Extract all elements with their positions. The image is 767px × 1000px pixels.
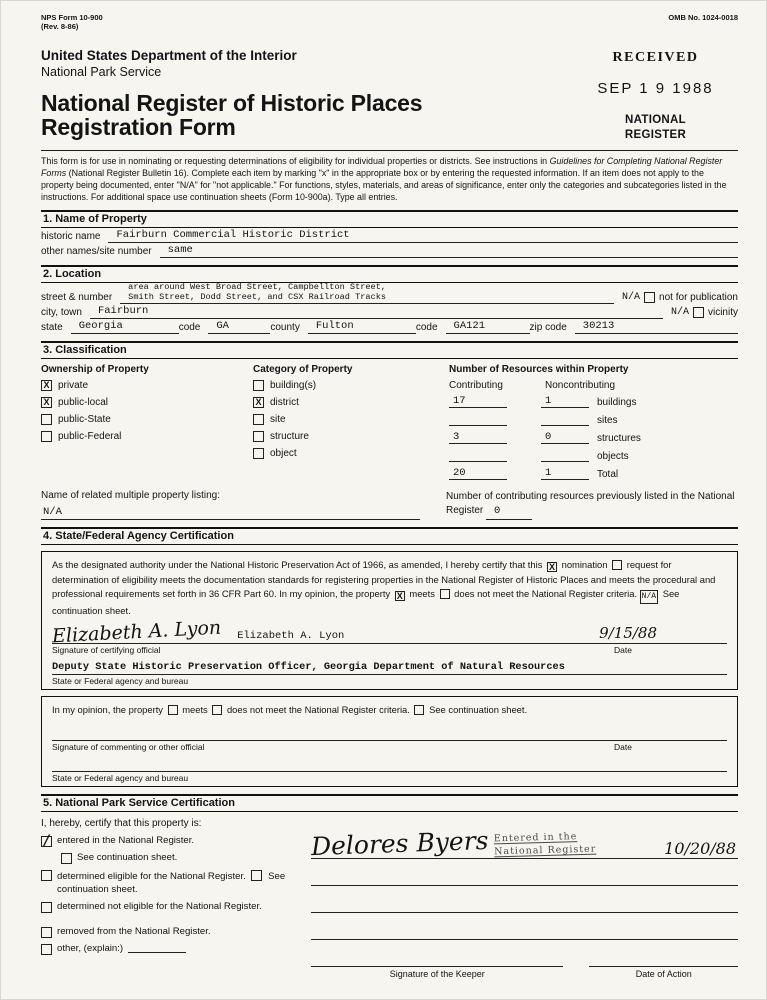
contributing-sites[interactable]: [449, 413, 507, 426]
date-stamp: SEP 1 9 1988: [597, 79, 714, 97]
resources-label: buildings: [597, 397, 637, 409]
section1-heading: 1. Name of Property: [41, 210, 738, 228]
contributing-header: Contributing: [449, 380, 503, 392]
checkbox-public-state[interactable]: [41, 414, 52, 425]
checkbox-public-federal[interactable]: [41, 431, 52, 442]
category-column: [253, 364, 449, 485]
not-for-publication-label: not for publication: [659, 292, 738, 304]
option-determined-eligible[interactable]: [41, 869, 295, 897]
form-instructions: This form is for use in nominating or requesting determinations of eligibility for individual properties or districts. See instructions in Guidelines for Completing National Register Forms (National Register Bulletin 16). Complete each item by marking "x" in the appropriate box or by entering the requested information. If an item does not apply to the property being documented, enter "N/A" for "not applicable." For functions, styles, materials, and areas of significance, enter only the categories and subcategories listed in the instructions. For additional space use continuation sheets (Form 10-900a). Type all entries.: [41, 155, 727, 202]
contributing-buildings[interactable]: 17: [449, 395, 507, 408]
header-divider: [41, 150, 738, 151]
keeper-label: Signature of the Keeper: [389, 968, 485, 979]
ownership-option-public-state: [41, 414, 253, 425]
category-option-site: [253, 414, 449, 425]
vicinity-group: [663, 307, 738, 319]
certifying-signature-line[interactable]: [51, 616, 727, 648]
state-code-value[interactable]: GA: [208, 320, 270, 334]
previously-listed-label: Number of contributing resources previously listed in the National Register: [446, 491, 735, 517]
checkbox-object[interactable]: [253, 448, 264, 459]
ownership-option-private: [41, 380, 253, 391]
commenting-agency-line[interactable]: [52, 752, 727, 772]
keeper-signature-blank[interactable]: [311, 940, 563, 967]
commenting-certification-text: In my opinion, the property meets does not meet the National Register criteria. See continuation sheet.: [52, 703, 528, 715]
option-other[interactable]: [41, 943, 295, 956]
street-row: [41, 283, 738, 305]
previously-listed-block: [446, 490, 738, 520]
certifying-official-box: [41, 551, 738, 689]
resources-column: [449, 364, 738, 485]
county-code-label: code: [415, 322, 438, 334]
classification-columns: [41, 364, 738, 485]
county-value[interactable]: Fulton: [308, 320, 416, 334]
option-determined-not-eligible[interactable]: [41, 901, 295, 914]
option-entered-continuation[interactable]: [61, 852, 295, 865]
comment-continuation-checkbox[interactable]: [414, 705, 424, 715]
checkbox-private[interactable]: X: [41, 380, 52, 391]
checkbox-determined-eligible[interactable]: [41, 870, 52, 881]
option-entered[interactable]: [41, 832, 295, 849]
checkbox-other[interactable]: [41, 944, 52, 955]
form-revision: (Rev. 8-86): [41, 22, 79, 32]
other-explain-line[interactable]: [128, 943, 186, 953]
date-of-action-blank[interactable]: [589, 940, 738, 967]
city-row: [41, 304, 738, 319]
resources-label: Total: [597, 469, 619, 481]
contributing-structures[interactable]: 3: [449, 431, 507, 444]
city-value[interactable]: Fairburn: [90, 305, 663, 319]
section5-heading: 5. National Park Service Certification: [41, 794, 738, 812]
checkbox-entered[interactable]: /: [41, 836, 52, 847]
certifying-signature-handwriting: Elizabeth A. Lyon: [51, 616, 222, 648]
nps-certification-options: [41, 815, 295, 979]
form-header: [41, 48, 738, 143]
state-label: state: [41, 322, 63, 334]
state-row: [41, 319, 738, 334]
ownership-column: [41, 364, 253, 485]
not-for-publication-na: N/A: [622, 292, 641, 304]
multiple-listing-label: Name of related multiple property listing:: [41, 490, 220, 502]
certifying-official-title[interactable]: Deputy State Historic Preservation Officer, Georgia Department of Natural Resources: [52, 661, 727, 675]
commenting-official-label: Signature of commenting or other official: [52, 741, 205, 752]
contributing-total[interactable]: 20: [449, 467, 507, 480]
resources-title: Number of Resources within Property: [449, 364, 629, 376]
checkbox-buildings[interactable]: [253, 380, 264, 391]
zip-value[interactable]: 30213: [575, 320, 738, 334]
noncontributing-structures[interactable]: 0: [541, 431, 589, 444]
keeper-signature-area: [295, 815, 738, 979]
county-label: county: [270, 322, 300, 334]
checkbox-label: public-State: [58, 414, 111, 426]
ownership-title: Ownership of Property: [41, 364, 149, 376]
state-value[interactable]: Georgia: [71, 320, 179, 334]
title-line1: National Register of Historic Places: [41, 89, 423, 116]
resources-header: [449, 380, 738, 391]
resources-row-buildings: [449, 395, 738, 408]
header-left: [41, 48, 573, 143]
meets-checkbox[interactable]: X: [396, 590, 403, 601]
not-for-publication-checkbox[interactable]: [644, 292, 655, 303]
checkbox-label: district: [270, 397, 299, 409]
form-number-block: [41, 13, 103, 32]
noncontributing-total[interactable]: 1: [541, 467, 589, 480]
checkbox-label: private: [58, 380, 89, 392]
checkbox-label: building(s): [270, 380, 317, 392]
signature-official-label: Signature of certifying official: [52, 644, 161, 655]
keeper-signature-line[interactable]: [311, 815, 738, 859]
comment-meets-label: meets: [182, 703, 208, 715]
keeper-date-handwriting: 10/20/88: [664, 838, 736, 858]
resources-label: objects: [597, 451, 629, 463]
checkbox-district[interactable]: X: [253, 397, 264, 408]
previously-listed-value[interactable]: 0: [486, 504, 532, 520]
blank-signature-line[interactable]: [311, 886, 738, 913]
multiple-listing-value[interactable]: N/A: [41, 506, 420, 520]
agency-bureau-label: State or Federal agency and bureau: [52, 675, 189, 686]
certifying-signature-typed: Elizabeth A. Lyon: [237, 629, 345, 642]
category-option-object: [253, 448, 449, 459]
date-of-action-label: Date of Action: [635, 968, 692, 979]
vicinity-na: N/A: [670, 307, 689, 319]
keeper-signature-handwriting: Delores Byers: [310, 825, 489, 861]
blank-signature-line[interactable]: [311, 913, 738, 940]
checkbox-label: object: [270, 448, 297, 460]
comment-does-not-meet-checkbox[interactable]: [212, 705, 222, 715]
option-label: determined eligible for the National Register. See continuation sheet.: [57, 870, 286, 895]
checkbox-label: structure: [270, 431, 309, 443]
date-label: Date: [614, 741, 632, 752]
noncontributing-sites[interactable]: [541, 413, 589, 426]
other-names-label: other names/site number: [41, 245, 152, 257]
state-code-label: code: [178, 322, 201, 334]
resources-label: sites: [597, 415, 618, 427]
historic-name-label: historic name: [41, 230, 101, 242]
received-stamp: RECEIVED: [612, 49, 699, 65]
ownership-option-public-federal: [41, 431, 253, 442]
option-label: other, (explain:): [57, 942, 124, 954]
street-label: street & number: [41, 292, 113, 304]
checkbox-label: public-Federal: [58, 431, 122, 443]
commenting-agency-labels: [52, 772, 727, 783]
historic-name-row: [41, 228, 738, 243]
resources-label: structures: [597, 433, 641, 445]
resources-row-structures: [449, 431, 738, 444]
form-meta: [41, 13, 738, 32]
entered-stamp: Entered in the National Register: [494, 831, 597, 858]
keeper-labels: [311, 967, 738, 979]
option-removed[interactable]: [41, 926, 295, 939]
noncontributing-header: Noncontributing: [545, 380, 616, 392]
category-title: Category of Property: [253, 364, 353, 376]
resources-row-total: [449, 467, 738, 480]
city-label: city, town: [41, 307, 82, 319]
date-label: Date: [614, 644, 632, 655]
section3-heading: 3. Classification: [41, 341, 738, 359]
other-names-row: [41, 243, 738, 258]
commenting-signature-labels: [52, 741, 727, 752]
checkbox-entered-continuation[interactable]: [61, 853, 72, 864]
option-label: removed from the National Register.: [57, 925, 211, 937]
zip-label: zip code: [529, 322, 567, 334]
noncontributing-buildings[interactable]: 1: [541, 395, 589, 408]
certifying-signature-labels: [52, 644, 727, 655]
section4-heading: 4. State/Federal Agency Certification: [41, 527, 738, 545]
form-number: NPS Form 10-900: [41, 13, 103, 22]
agency-bureau-labels: [52, 675, 727, 686]
agency-bureau-label: State or Federal agency and bureau: [52, 772, 189, 783]
continuation-na-box[interactable]: N/A: [640, 590, 658, 604]
meets-label: meets: [409, 587, 435, 599]
see-continuation-label: See continuation sheet.: [52, 587, 680, 616]
checkbox-public-local[interactable]: X: [41, 397, 52, 408]
option-label: determined not eligible for the National Register.: [57, 900, 262, 912]
contributing-objects[interactable]: [449, 449, 507, 462]
multiple-listing-block: [41, 490, 420, 520]
does-not-meet-checkbox[interactable]: [440, 589, 450, 599]
certifying-date-handwriting: 9/15/88: [599, 623, 657, 642]
street-value[interactable]: area around West Broad Street, Campbellton Street, Smith Street, Dodd Street, and CSX Railroad Tracks: [120, 283, 614, 305]
checkbox-eligible-continuation[interactable]: [251, 870, 262, 881]
nps-certification-intro: I, hereby, certify that this property is:: [41, 817, 202, 829]
nomination-label: nomination: [561, 559, 608, 571]
section2-heading: 2. Location: [41, 265, 738, 283]
header-stamps: [573, 48, 738, 143]
vicinity-checkbox[interactable]: [693, 307, 704, 318]
category-option-structure: [253, 431, 449, 442]
county-code-value[interactable]: GA121: [446, 320, 530, 334]
resources-row-sites: [449, 413, 738, 426]
vicinity-label: vicinity: [707, 307, 738, 319]
instructions-italic: Guidelines for Completing National Register Forms: [41, 155, 723, 178]
title-line2: Registration Form: [41, 114, 236, 141]
checkbox-label: site: [270, 414, 286, 426]
request-checkbox[interactable]: [612, 560, 622, 570]
nomination-checkbox[interactable]: X: [548, 562, 555, 573]
commenting-signature-line[interactable]: [52, 717, 727, 741]
classification-bottom: [41, 490, 738, 520]
checkbox-structure[interactable]: [253, 431, 264, 442]
resources-row-objects: [449, 449, 738, 462]
not-for-publication-group: [614, 292, 738, 304]
comment-meets-checkbox[interactable]: [168, 705, 178, 715]
option-label: See continuation sheet.: [77, 851, 178, 863]
checkbox-site[interactable]: [253, 414, 264, 425]
commenting-official-box: [41, 696, 738, 787]
page-title: [41, 91, 573, 140]
category-option-district: [253, 397, 449, 408]
checkbox-determined-not-eligible[interactable]: [41, 902, 52, 913]
checkbox-removed[interactable]: [41, 927, 52, 938]
noncontributing-objects[interactable]: [541, 449, 589, 462]
certification-text: As the designated authority under the National Historic Preservation Act of 1966, as amended, I hereby certify that this X nomination request for determination of eligibility meets the documentation standards for registering properties in the National Register of Historic Places and meets the procedural and professional requirements set forth in 36 CFR Part 60. In my opinion, the property X meets does not meet the National Register criteria. N/A See continuation sheet.: [52, 559, 716, 616]
ownership-option-public-local: [41, 397, 253, 408]
nps-certification-body: [41, 815, 738, 979]
comment-see-continuation-label: See continuation sheet.: [429, 703, 528, 715]
checkbox-label: public-local: [58, 397, 109, 409]
omb-number: OMB No. 1024-0018: [668, 13, 738, 22]
historic-name-value[interactable]: Fairburn Commercial Historic District: [108, 229, 738, 243]
option-label: entered in the National Register.: [57, 834, 195, 846]
department-name: United States Department of the Interior: [41, 47, 297, 63]
other-names-value[interactable]: same: [160, 244, 738, 258]
agency-name: National Park Service: [41, 64, 162, 79]
national-register-stamp: NATIONAL REGISTER: [624, 113, 687, 141]
keeper-final-lines: [311, 940, 738, 967]
category-option-buildings: [253, 380, 449, 391]
blank-signature-line[interactable]: [311, 859, 738, 886]
